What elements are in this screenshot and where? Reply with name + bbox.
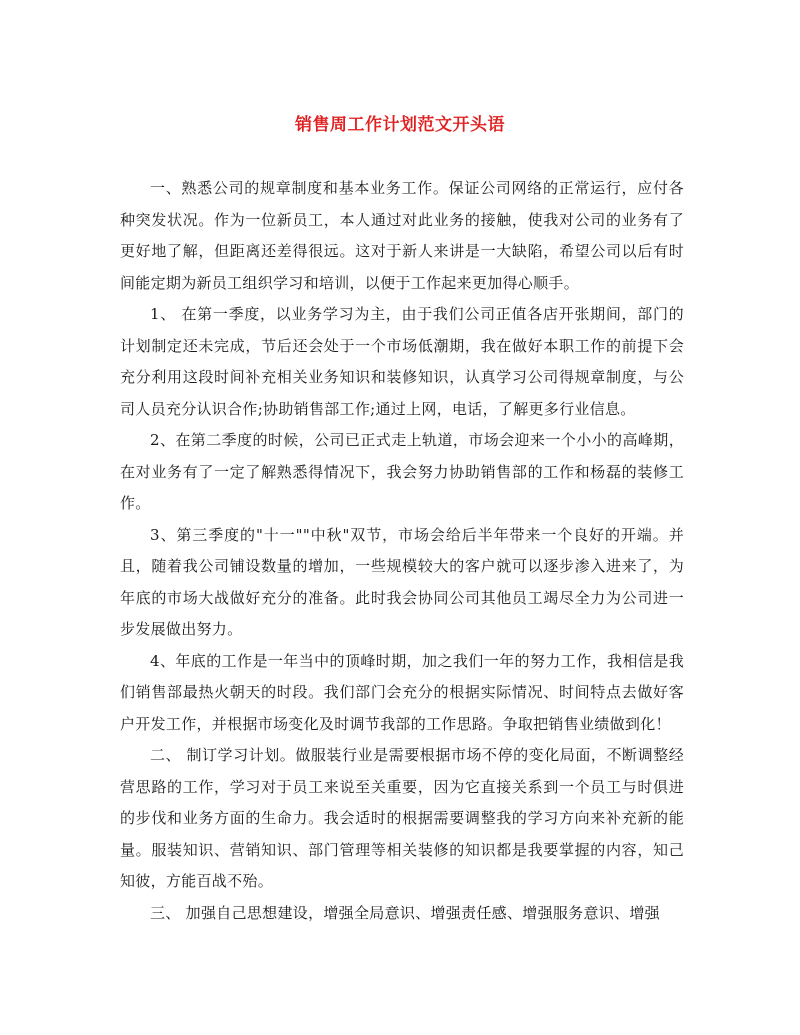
- paragraph-year-end: 4、年底的工作是一年当中的顶峰时期，加之我们一年的努力工作，我相信是我们销售部最热火朝天的时段。我们部门会充分的根据实际情况、时间特点去做好客户开发工作，并根据市场变化及时调节我部的工作思路。争取把销售业绩做到化！: [120, 651, 684, 733]
- document-title: 销售周工作计划范文开头语: [295, 115, 505, 135]
- paragraph-q2: 2、在第二季度的时候，公司已正式走上轨道，市场会迎来一个小小的高峰期，在对业务有了一定了解熟悉得情况下，我会努力协助销售部的工作和杨磊的装修工作。: [120, 431, 684, 512]
- paragraph-study-plan: 二、 制订学习计划。做服装行业是需要根据市场不停的变化局面，不断调整经营思路的工作，学习对于员工来说至关重要，因为它直接关系到一个员工与时俱进的步伐和业务方面的生命力。我会适时的根据需要调整我的学习方向来补充新的能量。服装知识、营销知识、部门管理等相关装修的知识都是我要掌握的内容，知己知彼，方能百战不殆。: [120, 746, 684, 890]
- paragraph-q1: 1、 在第一季度，以业务学习为主，由于我们公司正值各店开张期间，部门的计划制定还未完成，节后还会处于一个市场低潮期，我在做好本职工作的前提下会充分利用这段时间补充相关业务知识和装修知识，认真学习公司得规章制度，与公司人员充分认识合作;协助销售部工作;通过上网，电话，了解更多行业信息。: [120, 305, 684, 418]
- document-body: [120, 173, 684, 929]
- paragraph-familiarize: 一、熟悉公司的规章制度和基本业务工作。保证公司网络的正常运行，应付各种突发状况。作为一位新员工，本人通过对此业务的接触，使我对公司的业务有了更好地了解，但距离还差得很远。这对于新人来讲是一大缺陷，希望公司以后有时间能定期为新员工组织学习和培训，以便于工作起来更加得心顺手。: [120, 179, 684, 292]
- paragraph-q3: 3、第三季度的"十一""中秋"双节，市场会给后半年带来一个良好的开端。并且，随着我公司铺设数量的增加，一些规模较大的客户就可以逐步渗入进来了，为年底的市场大战做好充分的准备。此时我会协同公司其他员工竭尽全力为公司进一步发展做出努力。: [120, 525, 684, 638]
- paragraph-ideology: 三、 加强自己思想建设，增强全局意识、增强责任感、增强服务意识、增强: [150, 903, 660, 922]
